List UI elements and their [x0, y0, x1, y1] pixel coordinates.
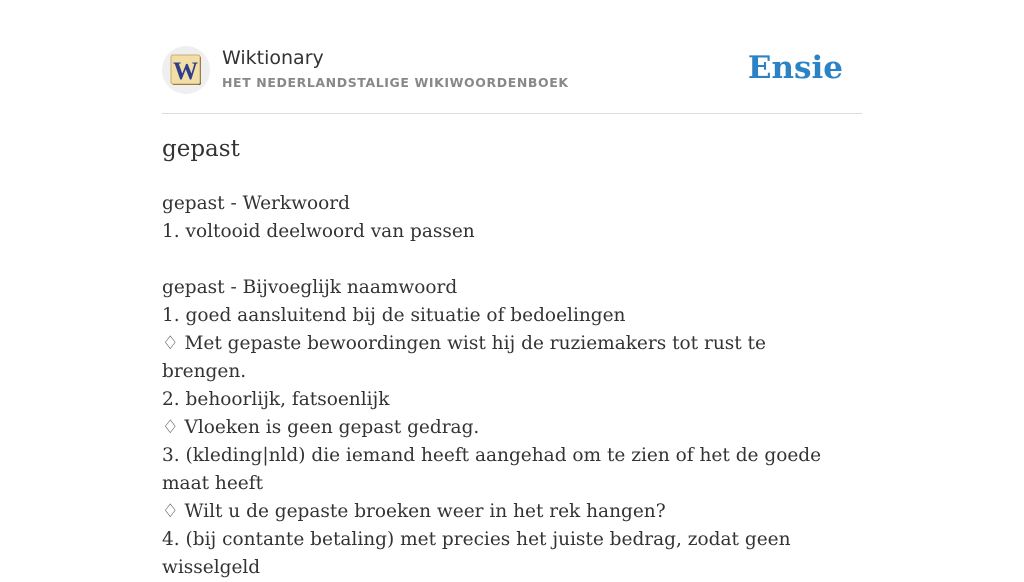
definition-line: 3. (kleding|nld) die iemand heeft aangehad om te zien of het de goede maat heeft [162, 445, 822, 494]
site-header [162, 46, 862, 114]
section-spacer [162, 246, 827, 274]
definition-line: 2. behoorlijk, fatsoenlijk [162, 389, 390, 410]
example-line: ♢ Met gepaste bewoordingen wist hij de ruziemakers tot rust te brengen. [162, 333, 766, 382]
ensie-brand-link[interactable]: Ensie [747, 50, 843, 86]
page-title: gepast [162, 136, 240, 162]
example-line: ♢ Vloeken is geen gepast gedrag. [162, 417, 480, 438]
site-subtitle: HET NEDERLANDSTALIGE WIKIWOORDENBOEK [222, 75, 569, 90]
definition-line: 4. (bij contante betaling) met precies het juiste bedrag, zodat geen wisselgeld [162, 529, 791, 578]
definition-line: 1. voltooid deelwoord van passen [162, 221, 475, 242]
section-heading: gepast - Werkwoord [162, 193, 350, 214]
site-name[interactable]: Wiktionary [222, 47, 324, 69]
logo-tile-graphic [162, 46, 210, 94]
section-heading: gepast - Bijvoeglijk naamwoord [162, 277, 458, 298]
wiktionary-logo-icon[interactable] [162, 46, 210, 94]
definition-content [162, 190, 827, 582]
definition-line: 1. goed aansluitend bij de situatie of bedoelingen [162, 305, 626, 326]
example-line: ♢ Wilt u de gepaste broeken weer in het rek hangen? [162, 501, 666, 522]
logo-letter: W [173, 58, 198, 85]
